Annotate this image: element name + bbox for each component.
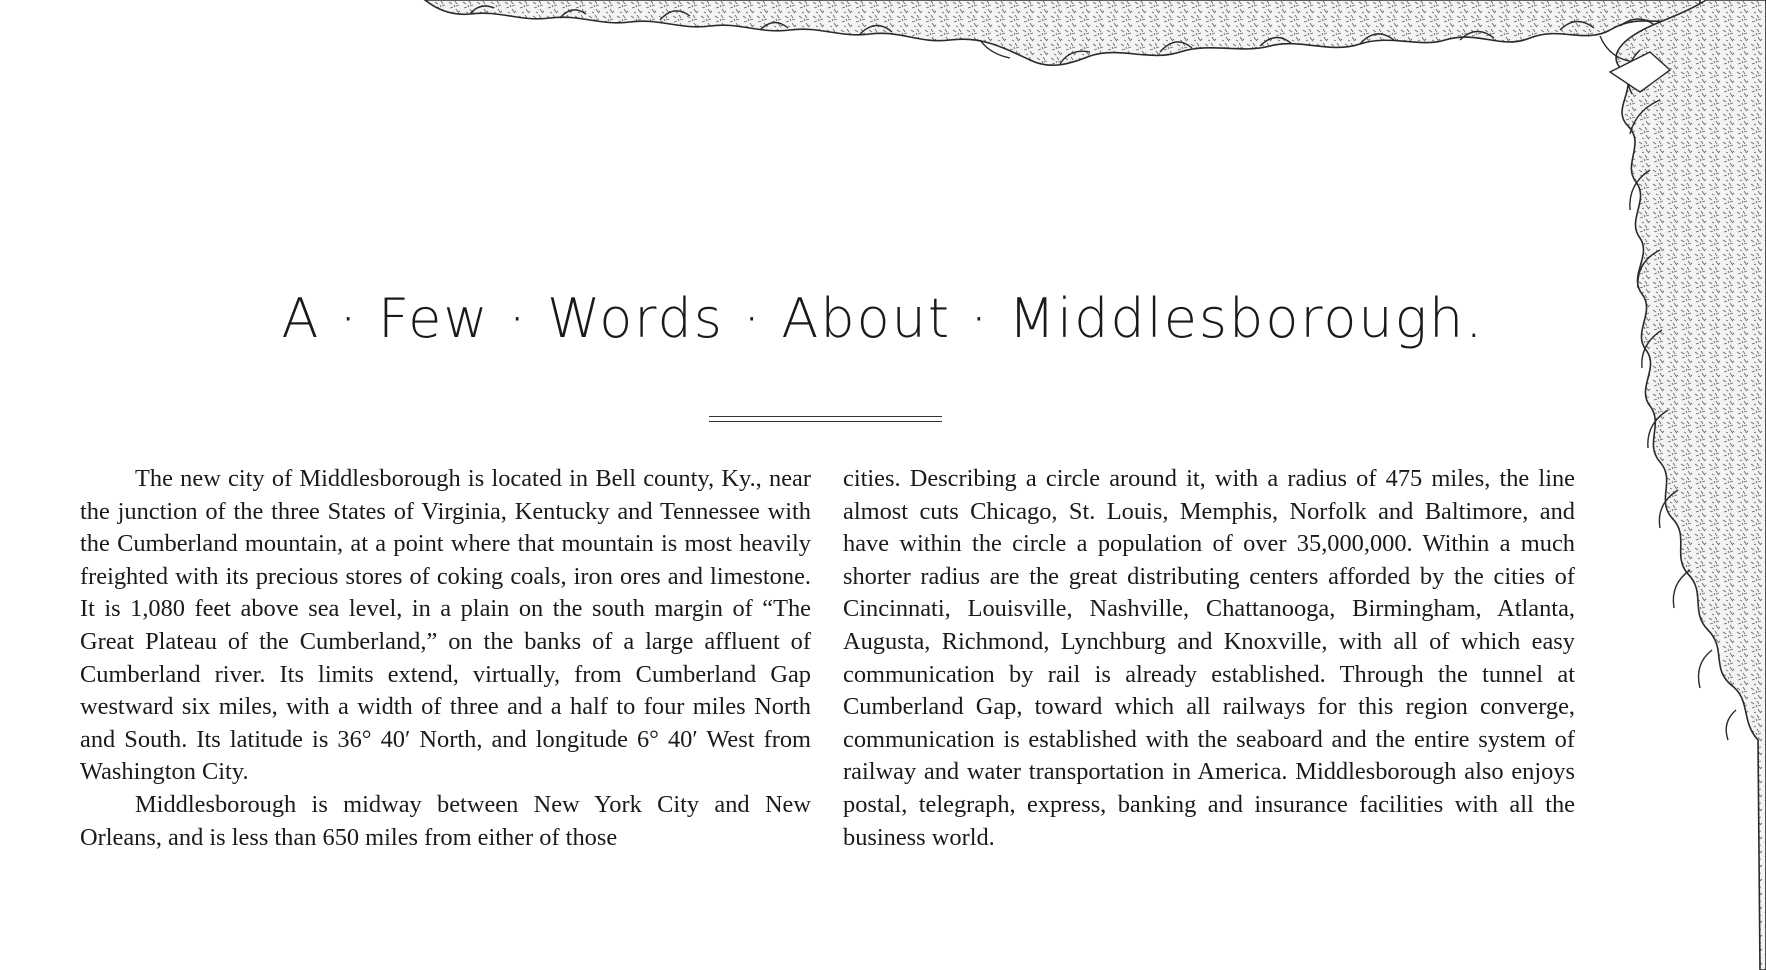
title-divider-lower: [709, 421, 942, 422]
paragraph-midway: Middlesborough is midway between New York City and New Orleans, and is less than 650 miles from either of those: [80, 790, 811, 851]
top-foliage: [425, 0, 1700, 65]
page-title: A · Few · Words · About · Middlesborough.: [281, 287, 1485, 350]
title-divider-upper: [709, 416, 942, 417]
article-column-right: [843, 463, 1575, 854]
article-column-left: [80, 463, 811, 854]
paragraph-location: The new city of Middlesborough is located in Bell county, Ky., near the junction of the three States of Virginia, Kentucky and Tennessee with the Cumberland mountain, at a point where that mountain is most heavily freighted with its precious stores of coking coals, iron ores and limestone. It is 1,080 feet above sea level, in a plain on the south margin of “The Great Plateau of the Cumberland,” on the banks of a large affluent of Cumberland river. Its limits extend, virtually, from Cumberland Gap westward six miles, with a width of three and a half to four miles North and South. Its latitude is 36° 40′ North, and longitude 6° 40′ West from Washington City.: [80, 465, 811, 786]
right-foliage: [1616, 0, 1766, 970]
paragraph-cities: cities. Describing a circle around it, with a radius of 475 miles, the line almost cuts Chicago, St. Louis, Memphis, Norfolk and Baltimore, and have within the circle a population of over 35,000,000. Within a much shorter radius are the great distributing centers afforded by the cities of Cincinnati, Louisville, Nashville, Chattanooga, Birmingham, Atlanta, Augusta, Richmond, Lynchburg and Knoxville, with all of which easy communication by rail is already established. Through the tunnel at Cumberland Gap, toward which all railways for this region converge, communication is established with the seaboard and the entire system of railway and water transportation in America. Middlesborough also enjoys postal, telegraph, express, banking and insurance facilities with all the business world.: [843, 465, 1575, 851]
